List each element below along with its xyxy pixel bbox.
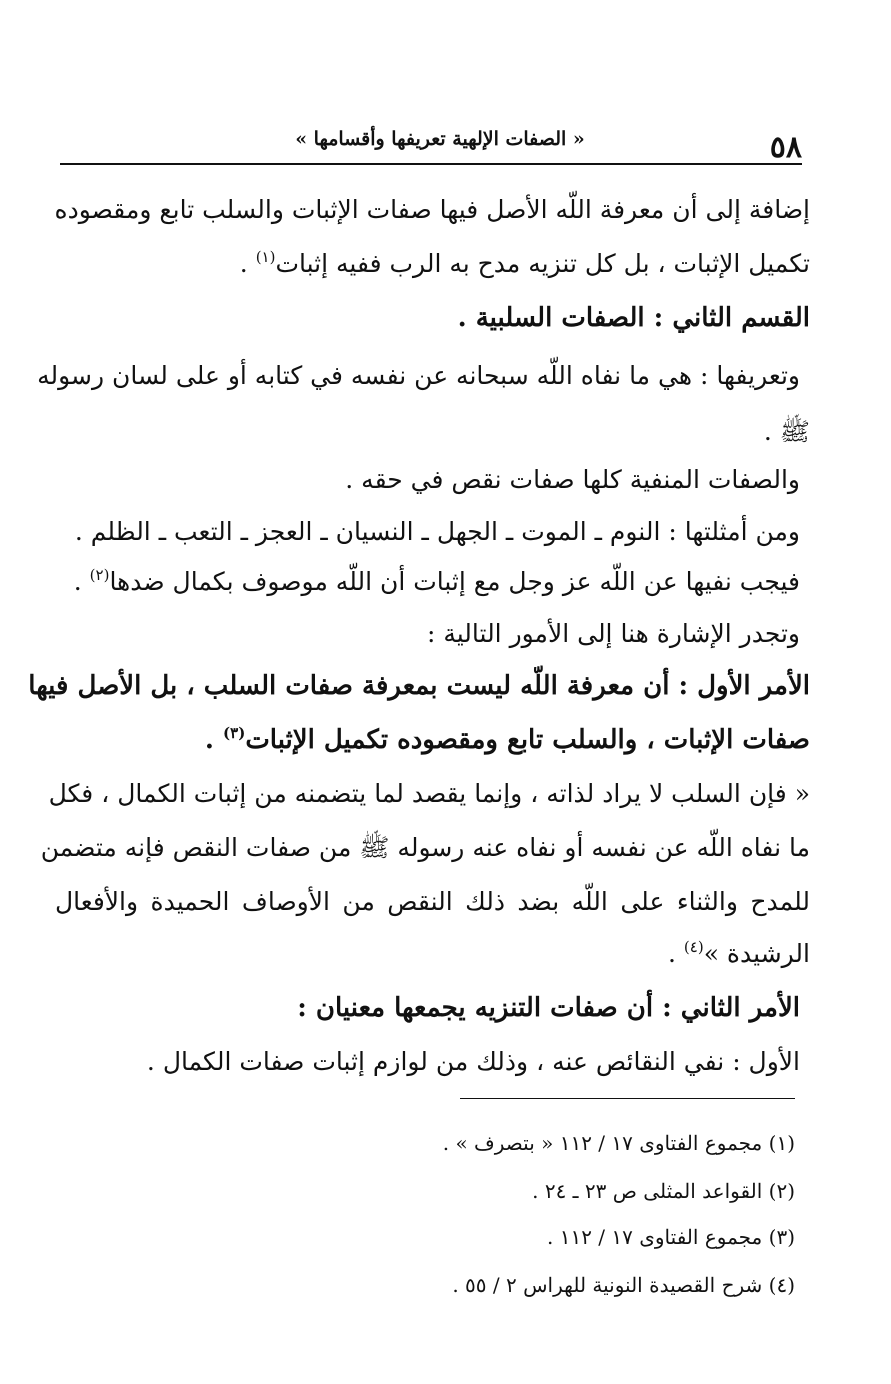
body-line-4: وتعريفها : هي ما نفاه اللّه سبحانه عن نفسه في كتابه أو على لسان رسوله bbox=[37, 361, 800, 390]
footnote-1: (١) مجموع الفتاوى ١٧ / ١١٢ « بتصرف » . bbox=[442, 1131, 795, 1155]
footnote-4: (٤) شرح القصيدة النونية للهراس ٢ / ٥٥ . bbox=[452, 1273, 795, 1297]
quote-line-4 bbox=[55, 934, 810, 974]
point-one-line-2 bbox=[55, 720, 810, 760]
footnote-3: (٣) مجموع الفتاوى ١٧ / ١١٢ . bbox=[547, 1225, 795, 1249]
body-line-8 bbox=[55, 562, 810, 602]
quote-line-1: « فإن السلب لا يراد لذاته ، وإنما يقصد لما يتضمنه من إثبات الكمال ، فكل bbox=[48, 779, 810, 808]
body-line-8-end: . bbox=[73, 567, 90, 596]
body-line-17: الأول : نفي النقائص عنه ، وذلك من لوازم إثبات صفات الكمال . bbox=[146, 1047, 800, 1076]
body-line-2 bbox=[55, 244, 810, 284]
point-one-line-2-end: . bbox=[204, 725, 224, 755]
body-line-6: والصفات المنفية كلها صفات نقص في حقه . bbox=[345, 465, 800, 494]
footnote-2: (٢) القواعد المثلى ص ٢٣ ـ ٢٤ . bbox=[532, 1179, 795, 1203]
point-one-line-2-text: صفات الإثبات ، والسلب تابع ومقصوده تكميل الإثبات bbox=[245, 725, 810, 755]
body-line-8-text: فيجب نفيها عن اللّه عز وجل مع إثبات أن اللّه موصوف بكمال ضدها bbox=[109, 567, 800, 596]
point-one-line-1: الأمر الأول : أن معرفة اللّه ليست بمعرفة صفات السلب ، بل الأصل فيها bbox=[28, 671, 810, 701]
footnote-ref-2: (٢) bbox=[89, 566, 110, 584]
header-rule bbox=[60, 163, 802, 165]
quote-line-2: ما نفاه اللّه عن نفسه أو نفاه عنه رسوله ﷺ من صفات النقص فإنه متضمن bbox=[40, 833, 810, 862]
footnote-ref-1: (١) bbox=[255, 248, 276, 266]
footnote-ref-3: (٣) bbox=[223, 724, 246, 742]
quote-line-4-text: الرشيدة » bbox=[703, 939, 810, 968]
footnote-ref-4: (٤) bbox=[683, 938, 704, 956]
quote-line-3: للمدح والثناء على اللّه بضد ذلك النقص من الأوصاف الحميدة والأفعال bbox=[55, 887, 810, 916]
body-line-2-end: . bbox=[239, 249, 256, 278]
page-number: ٥٨ bbox=[769, 130, 802, 165]
body-line-9: وتجدر الإشارة هنا إلى الأمور التالية : bbox=[426, 619, 800, 648]
section-heading: القسم الثاني : الصفات السلبية . bbox=[457, 303, 810, 333]
body-line-2-text: تكميل الإثبات ، بل كل تنزيه مدح به الرب ففيه إثبات bbox=[275, 249, 810, 278]
point-two-heading: الأمر الثاني : أن صفات التنزيه يجمعها معنيان : bbox=[297, 993, 800, 1023]
running-title: « الصفات الإلهية تعريفها وأقسامها » bbox=[295, 128, 585, 150]
body-line-5: ﷺ . bbox=[763, 417, 810, 446]
quote-line-4-end: . bbox=[668, 939, 684, 968]
body-line-7: ومن أمثلتها : النوم ـ الموت ـ الجهل ـ النسيان ـ العجز ـ التعب ـ الظلم . bbox=[74, 517, 800, 546]
footnote-rule bbox=[460, 1098, 795, 1099]
body-line-1: إضافة إلى أن معرفة اللّه الأصل فيها صفات الإثبات والسلب تابع ومقصوده bbox=[54, 195, 810, 224]
